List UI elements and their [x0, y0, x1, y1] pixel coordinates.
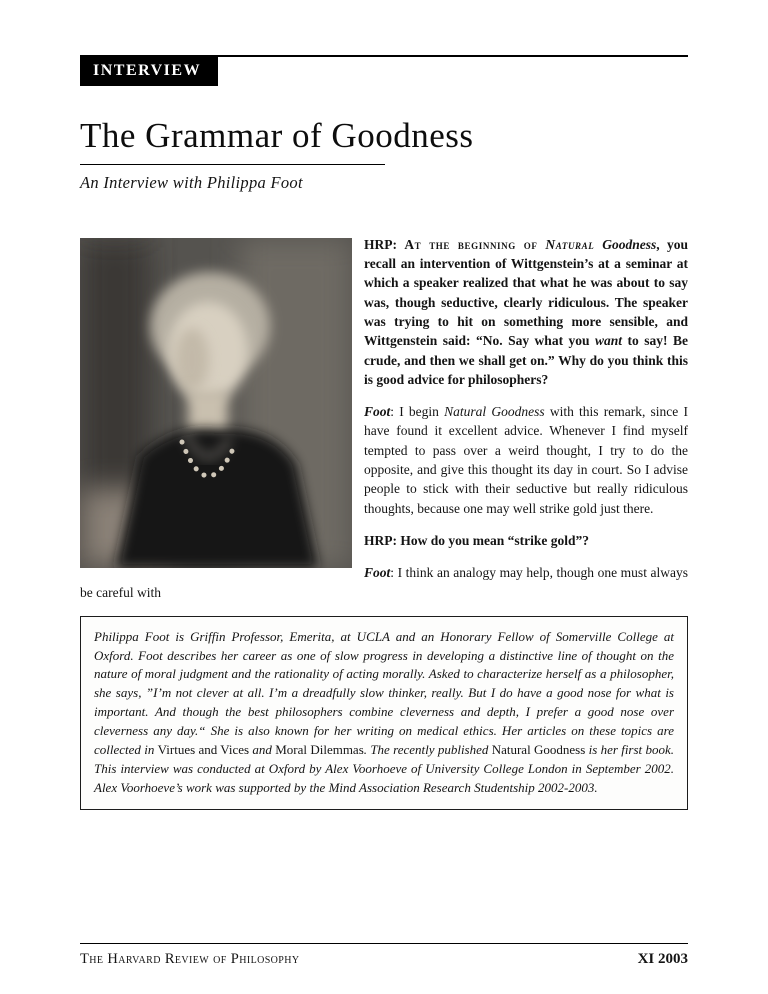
philippa-foot-photo — [80, 238, 352, 568]
page-footer — [80, 943, 688, 968]
speaker-foot: Foot — [364, 404, 391, 420]
book-title: Moral Dilemmas — [275, 741, 364, 757]
bio-text: Philippa Foot is Griffin Professor, Emerita, at UCLA and an Honorary Fellow of Somerville College at Oxford. Foot describes her career as one of slow progress in developing a distinctive line of thought on the nature of moral judgment and the rationality of acting morally. Asked to characterize herself as a philosopher, she says, ”I’m not clever at all. I’m a dreadfully slow thinker, really. But I do have a good nose for what is important. And though the best philosophers combine cleverness and depth, I prefer a good nose over cleverness any day.“ She is also known for her writing on medical ethics. Her articles on these topics are collected in Virtues and Vices and Moral Dilemmas. The recently published Natural Goodness is her first book. This interview was conducted at Oxford by Alex Voorhoeve of University College London in September 2002. Alex Voorhoeve’s work was supported by the Mind Association Research Studentship 2002-2003. — [94, 628, 674, 795]
book-title: Goodness — [602, 236, 657, 252]
book-title: Natural — [545, 236, 603, 252]
answer-1: Foot: I begin Natural Goodness with this remark, since I have found it excellent advice. Whenever I find myself tempted to pass over a weird thought, I try to do the opposite, and give this thought its day in court. So I advise people to stick with their seductive but really ridiculous thoughts, because one may well strike gold just there. — [364, 404, 688, 516]
question-2: HRP: How do you mean “strike gold”? — [364, 532, 590, 548]
book-title: Natural Goodness — [444, 404, 545, 420]
bio-box — [80, 616, 688, 811]
question-1: HRP: At the beginning of Natural Goodness, you recall an intervention of Wittgenstein’s at a seminar at which a speaker realized that what he was about to say was, though seductive, clearly ridiculous. The speaker was trying to hit on something more sensible, and Wittgenstein said: “No. Say what you want to say! Be crude, and then we shall get on.” Why do you think this is good advice for philosophers? — [364, 236, 689, 387]
volume-year: XI 2003 — [637, 951, 688, 967]
journal-name: The Harvard Review of Philosophy — [80, 951, 300, 967]
article-body — [80, 235, 688, 602]
speaker-hrp: HRP: — [364, 236, 405, 252]
masthead-rule — [80, 55, 688, 86]
page-title: The Grammar of Goodness — [80, 116, 474, 155]
page-subtitle: An Interview with Philippa Foot — [80, 172, 303, 192]
answer-2: Foot: I think an analogy may help, though one must always be careful with — [80, 565, 688, 600]
book-title: Natural Goodness — [491, 741, 586, 757]
book-title: Virtues and Vices — [157, 741, 250, 757]
interview-tag-label: INTERVIEW — [93, 62, 202, 79]
title-rule — [80, 164, 385, 165]
speaker-foot: Foot — [364, 565, 391, 581]
interview-tag — [80, 57, 218, 86]
